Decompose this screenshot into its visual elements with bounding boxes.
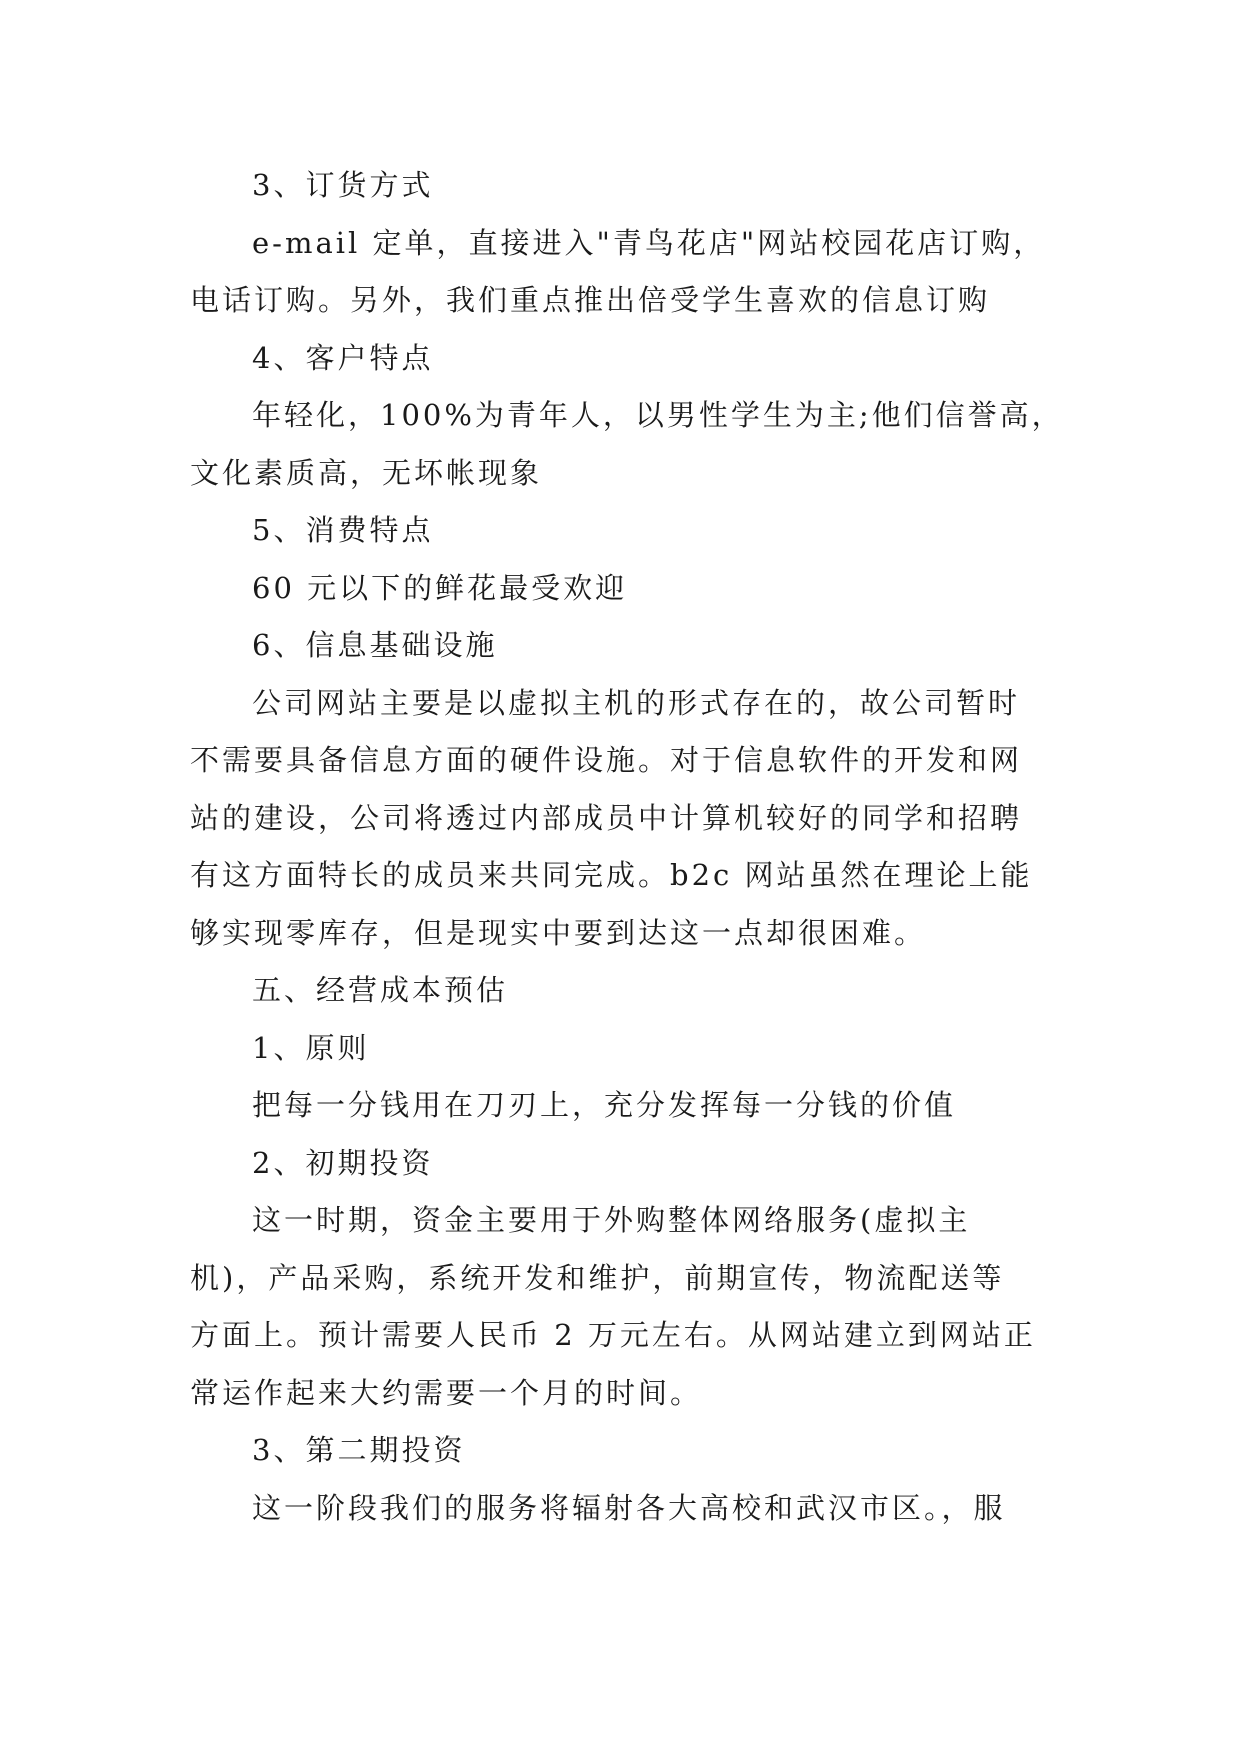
heading-consumption-features: 5、消费特点 xyxy=(252,513,434,547)
heading-ordering-method: 3、订货方式 xyxy=(252,168,434,202)
paragraph-line: 电话订购。另外，我们重点推出倍受学生喜欢的信息订购 xyxy=(190,283,991,317)
paragraph-line: e-mail 定单，直接进入"青鸟花店"网站校园花店订购， xyxy=(252,225,1046,260)
paragraph-line: 机)，产品采购，系统开发和维护，前期宣传，物流配送等 xyxy=(190,1260,1005,1295)
paragraph-line: 把每一分钱用在刀刃上，充分发挥每一分钱的价值 xyxy=(252,1088,957,1122)
paragraph-line: 这一时期，资金主要用于外购整体网络服务(虚拟主 xyxy=(252,1203,971,1237)
paragraph-line: 文化素质高，无坏帐现象 xyxy=(190,455,543,490)
heading-second-investment: 3、第二期投资 xyxy=(252,1433,466,1467)
paragraph-line: 有这方面特长的成员来共同完成。b2c 网站虽然在理论上能 xyxy=(190,858,1033,892)
document-body xyxy=(190,157,1070,1537)
heading-principle: 1、原则 xyxy=(252,1030,370,1065)
section-heading-cost-estimate: 五、经营成本预估 xyxy=(252,973,509,1007)
paragraph-line: 这一阶段我们的服务将辐射各大高校和武汉市区。，服 xyxy=(252,1490,1006,1525)
paragraph-line: 公司网站主要是以虚拟主机的形式存在的，故公司暂时 xyxy=(252,685,1021,720)
paragraph-line: 年轻化，100%为青年人，以男性学生为主;他们信誉高， xyxy=(252,398,1064,432)
paragraph-line: 不需要具备信息方面的硬件设施。对于信息软件的开发和网 xyxy=(190,743,1023,777)
paragraph-line: 站的建设，公司将透过内部成员中计算机较好的同学和招聘 xyxy=(190,800,1023,835)
paragraph-line: 60 元以下的鲜花最受欢迎 xyxy=(252,570,628,605)
heading-customer-features: 4、客户特点 xyxy=(252,340,434,375)
paragraph-line: 常运作起来大约需要一个月的时间。 xyxy=(190,1375,703,1410)
heading-info-infrastructure: 6、信息基础设施 xyxy=(252,628,498,662)
paragraph-line: 方面上。预计需要人民币 2 万元左右。从网站建立到网站正 xyxy=(190,1318,1036,1352)
heading-initial-investment: 2、初期投资 xyxy=(252,1145,434,1180)
paragraph-line: 够实现零库存，但是现实中要到达这一点却很困难。 xyxy=(190,915,927,950)
